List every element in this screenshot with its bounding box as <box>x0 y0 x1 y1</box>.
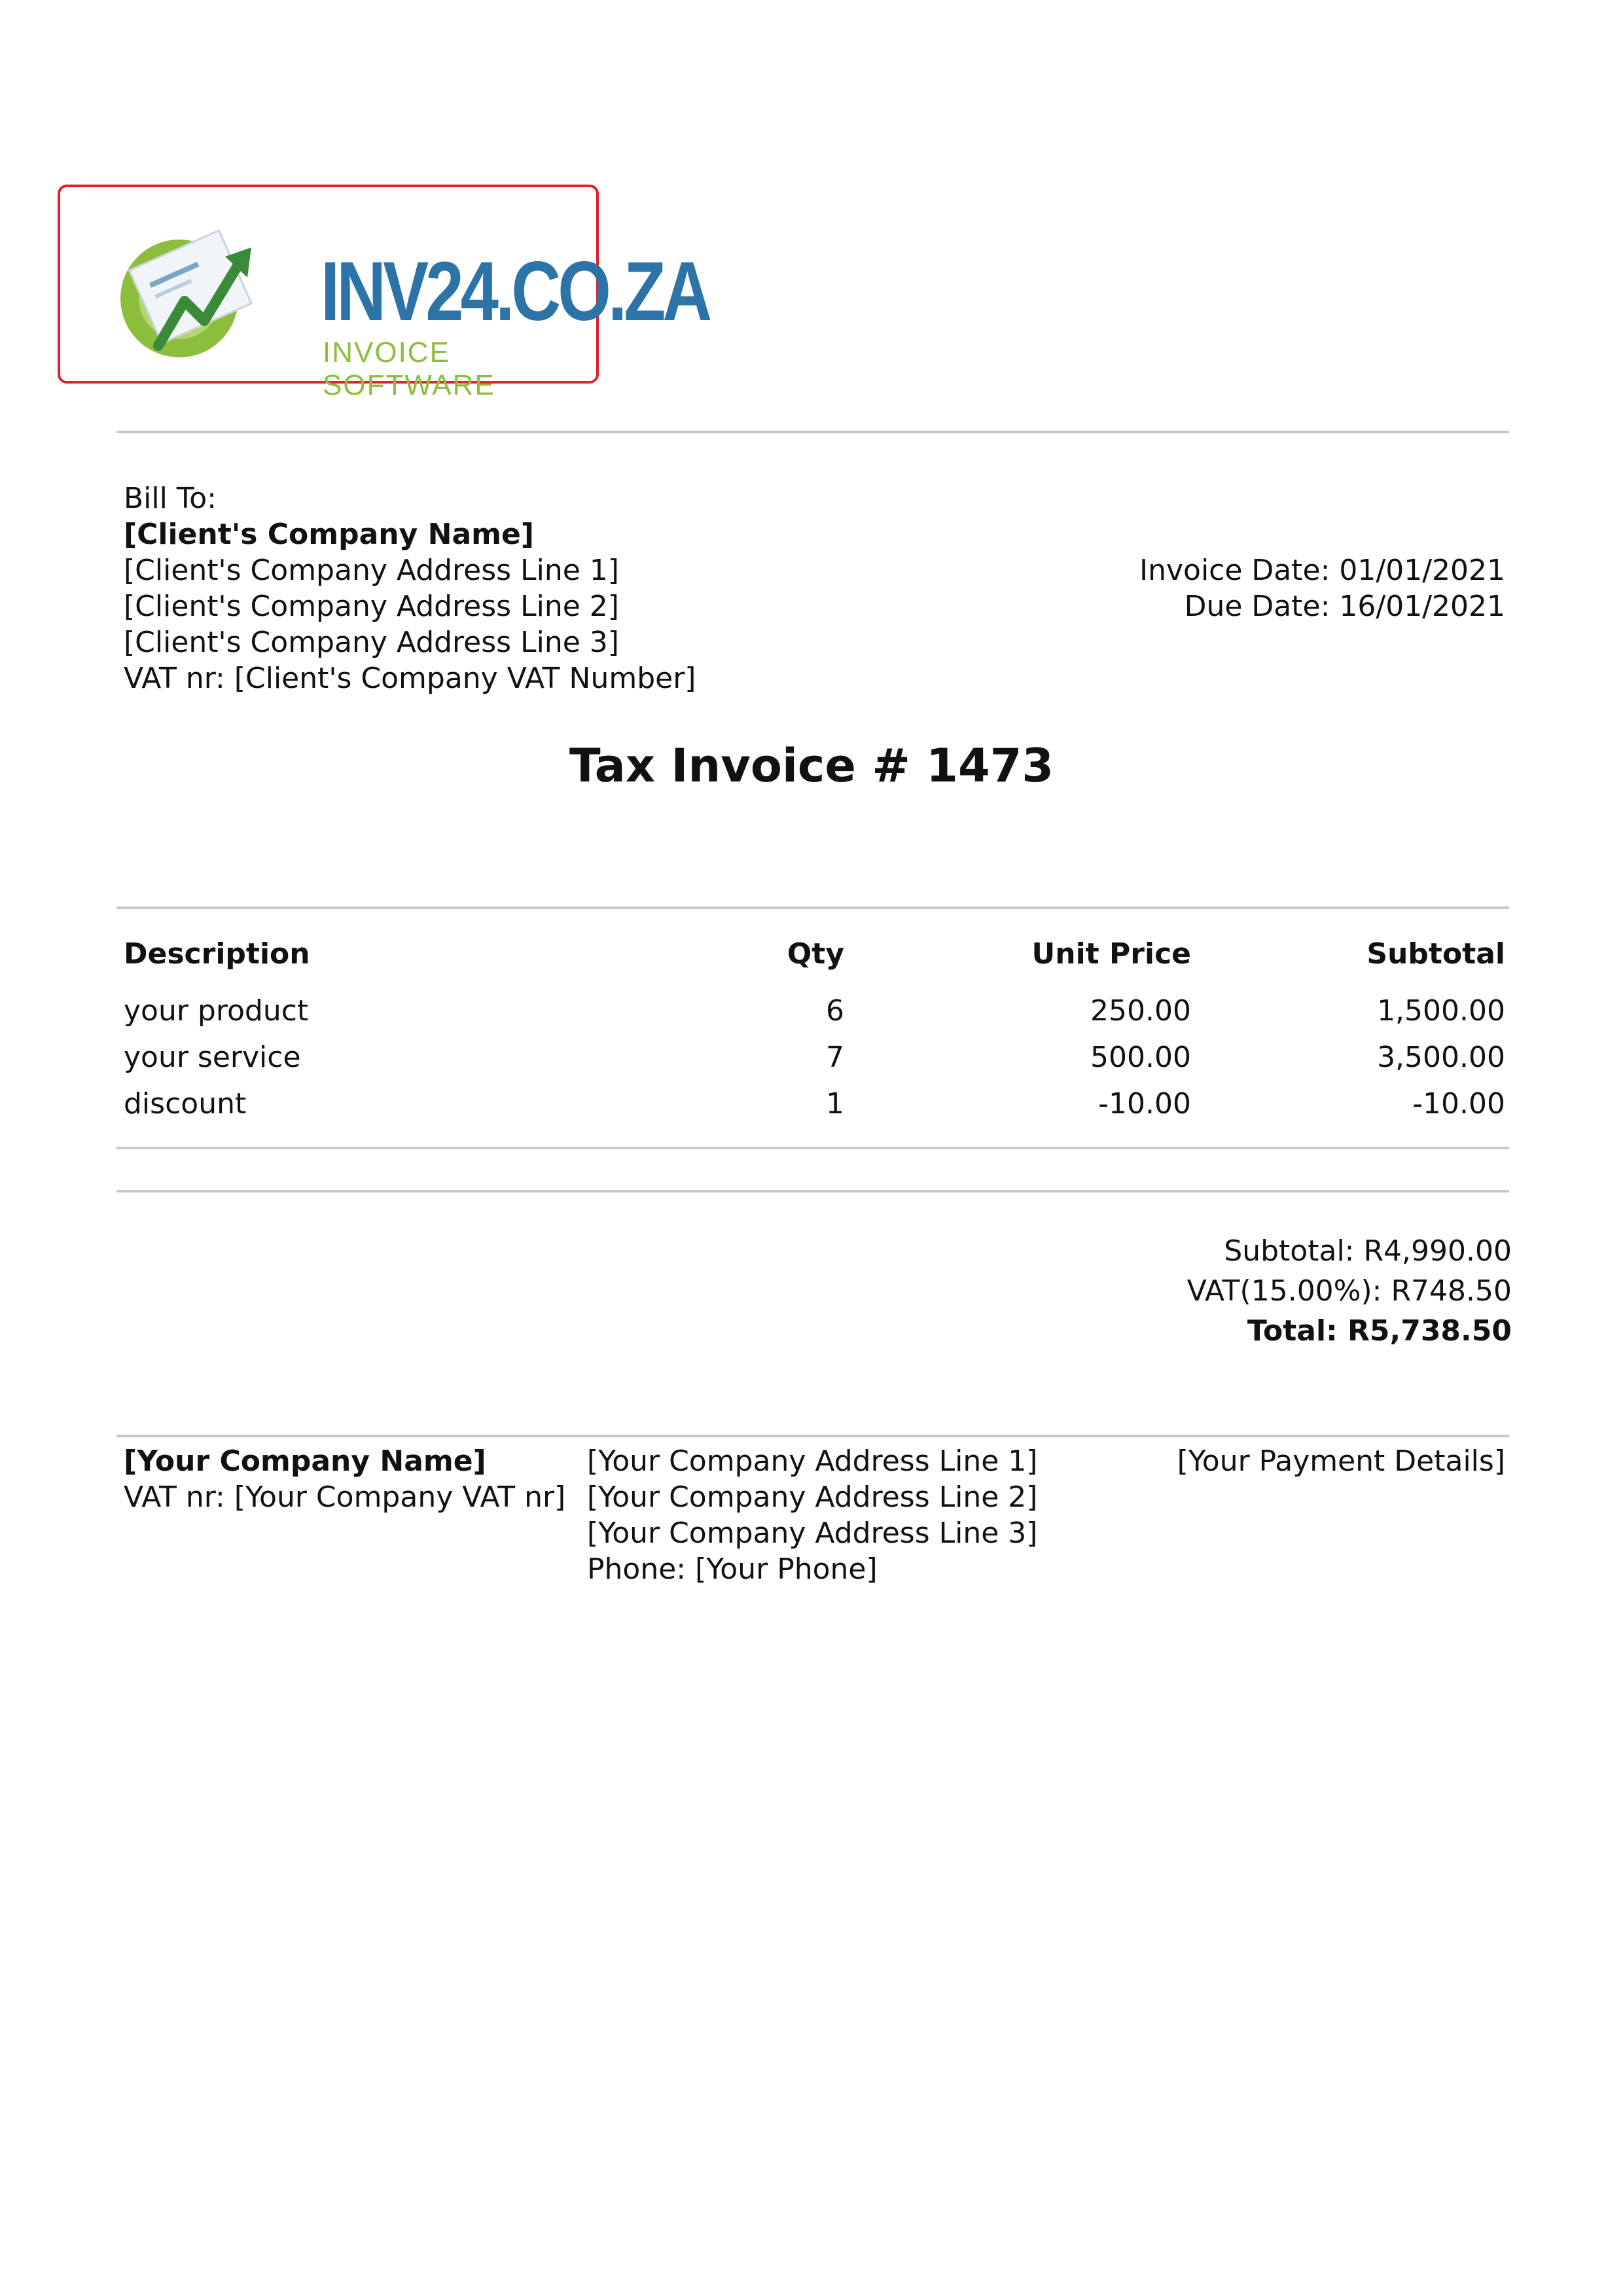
totals-divider <box>116 1190 1509 1193</box>
table-bottom-divider <box>116 1147 1509 1149</box>
row-unit-price: 500.00 <box>1090 1041 1191 1074</box>
column-header-qty: Qty <box>787 937 844 971</box>
column-header-description: Description <box>124 937 310 971</box>
row-unit-price: 250.00 <box>1090 994 1191 1028</box>
invoice-title: Tax Invoice # 1473 <box>569 739 1054 793</box>
row-qty: 7 <box>826 1041 844 1074</box>
your-address-line-1: [Your Company Address Line 1] <box>587 1444 1038 1478</box>
logo-tagline-text: INVOICE SOFTWARE <box>323 336 495 401</box>
footer-divider <box>116 1435 1509 1437</box>
row-description: your product <box>124 994 309 1028</box>
your-phone: Phone: [Your Phone] <box>587 1552 878 1586</box>
totals-subtotal: Subtotal: R4,990.00 <box>1224 1234 1512 1268</box>
due-date: Due Date: 16/01/2021 <box>1184 590 1505 623</box>
bill-to-label: Bill To: <box>124 482 217 515</box>
column-header-unit-price: Unit Price <box>1031 937 1191 971</box>
row-description: your service <box>124 1041 301 1074</box>
client-vat-number: VAT nr: [Client's Company VAT Number] <box>124 662 696 695</box>
row-subtotal: 1,500.00 <box>1377 994 1505 1028</box>
header-divider <box>116 431 1509 433</box>
your-company-vat: VAT nr: [Your Company VAT nr] <box>124 1480 566 1514</box>
your-address-line-2: [Your Company Address Line 2] <box>587 1480 1038 1514</box>
company-logo <box>58 185 709 401</box>
row-subtotal: 3,500.00 <box>1377 1041 1505 1074</box>
logo-chart-icon <box>120 215 317 365</box>
row-description: discount <box>124 1087 247 1121</box>
client-address-line-2: [Client's Company Address Line 2] <box>124 590 619 623</box>
your-company-name: [Your Company Name] <box>124 1444 486 1478</box>
totals-total: Total: R5,738.50 <box>1247 1314 1512 1348</box>
invoice-date: Invoice Date: 01/01/2021 <box>1139 554 1505 587</box>
client-address-line-1: [Client's Company Address Line 1] <box>124 554 619 587</box>
row-unit-price: -10.00 <box>1098 1087 1191 1121</box>
table-top-divider <box>116 906 1509 909</box>
row-subtotal: -10.00 <box>1412 1087 1505 1121</box>
totals-vat: VAT(15.00%): R748.50 <box>1186 1274 1512 1308</box>
your-address-line-3: [Your Company Address Line 3] <box>587 1516 1038 1550</box>
row-qty: 1 <box>826 1087 844 1121</box>
client-address-line-3: [Client's Company Address Line 3] <box>124 626 619 659</box>
logo-brand-text: INV24.CO.ZA <box>321 245 709 338</box>
client-company-name: [Client's Company Name] <box>124 518 534 551</box>
your-payment-details: [Your Payment Details] <box>1177 1444 1505 1478</box>
row-qty: 6 <box>826 994 844 1028</box>
column-header-subtotal: Subtotal <box>1366 937 1505 971</box>
